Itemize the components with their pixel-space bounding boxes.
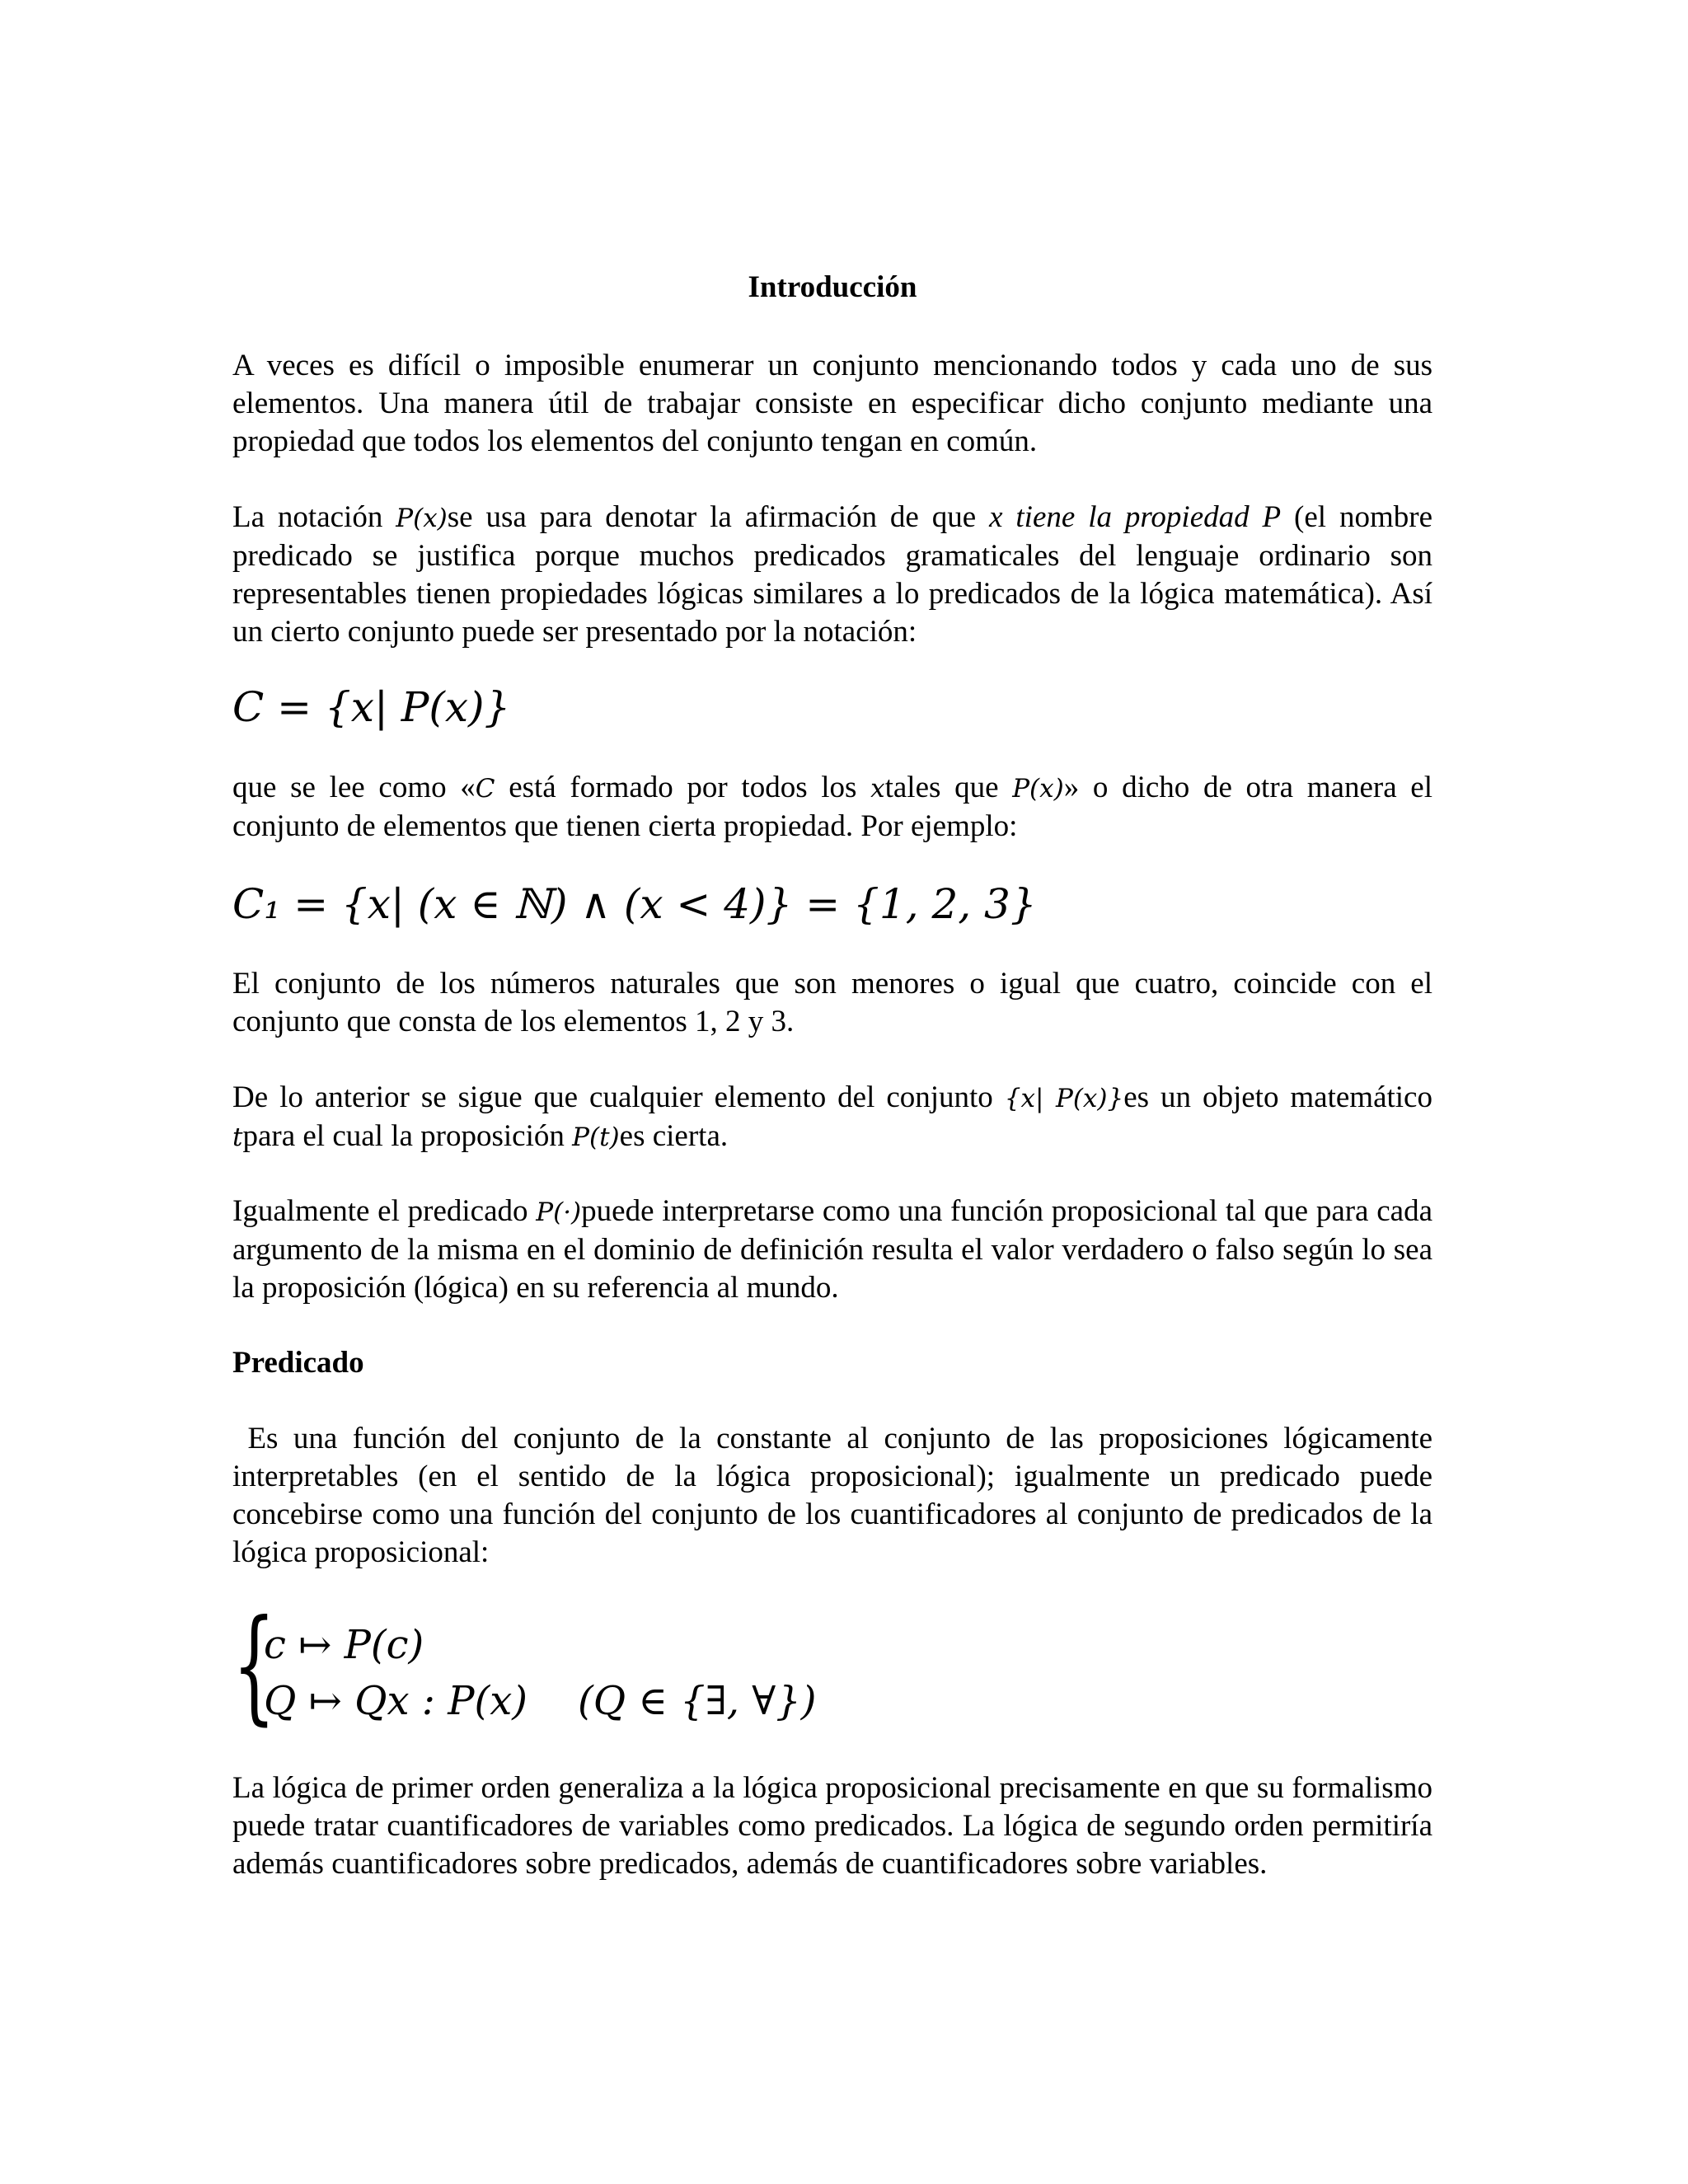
text-span: se usa para denotar la afirmación de que bbox=[447, 500, 990, 534]
math-inline: P(x) bbox=[1012, 774, 1064, 804]
case-line-constant: c ↦ P(c) bbox=[264, 1622, 424, 1668]
text-span: puede interpretarse como una función proposicional tal que para cada argumento de la misma en el dominio de definición resulta el valor verdadero o falso según lo sea la proposición (lógica) en su referencia al mundo. bbox=[232, 1194, 1432, 1305]
paragraph-predicado: Es una función del conjunto de la constante al conjunto de las proposiciones lógicamente interpretables (en el sentido de la lógica proposicional); igualmente un predicado puede concebirse como una función del conjunto de los cuantificadores al conjunto de predicados de la lógica proposicional: bbox=[232, 1422, 1441, 1569]
text-span: » o dicho de otra manera el conjunto de elementos que tienen cierta propiedad. Por ejemplo: bbox=[232, 771, 1432, 843]
text-span: es cierta. bbox=[619, 1119, 729, 1153]
paragraph-intro: A veces es difícil o imposible enumerar un conjunto mencionando todos y cada uno de sus elementos. Una manera útil de trabajar consiste en especificar dicho conjunto mediante una propiedad que todos los elementos del conjunto tengan en común. bbox=[232, 349, 1432, 458]
text-span: tales que bbox=[884, 771, 1013, 804]
equation-set-builder: C = {x| P(x)} bbox=[232, 683, 511, 731]
section-heading-predicado: Predicado bbox=[232, 1346, 364, 1380]
math-inline: C bbox=[475, 774, 495, 804]
page-title: Introducción bbox=[748, 270, 917, 304]
text-span: Igualmente el predicado bbox=[232, 1194, 537, 1228]
math-inline: P(x) bbox=[396, 504, 448, 533]
paragraph-notation bbox=[232, 499, 1432, 651]
math-inline: {x| P(x)} bbox=[1004, 1084, 1124, 1113]
equation-example: C₁ = {x| (x ∈ ℕ) ∧ (x < 4)} = {1, 2, 3} bbox=[232, 880, 1037, 928]
math-inline: P(t) bbox=[572, 1122, 620, 1152]
math-inline: x bbox=[870, 774, 885, 804]
paragraph-naturals: El conjunto de los números naturales que son menores o igual que cuatro, coincide con el conjunto que consta de los elementos 1, 2 y 3. bbox=[232, 967, 1432, 1038]
paragraph-reading bbox=[232, 769, 1432, 846]
paragraph-element bbox=[232, 1079, 1432, 1156]
text-span: está formado por todos los bbox=[495, 771, 871, 804]
left-brace: { bbox=[232, 1594, 276, 1737]
paragraph-predicate-function bbox=[232, 1193, 1432, 1307]
text-span: La notación bbox=[232, 500, 396, 534]
text-span: que se lee como « bbox=[232, 771, 476, 804]
paragraph-first-order: La lógica de primer orden generaliza a la lógica proposicional precisamente en que su formalismo puede tratar cuantificadores de variables como predicados. La lógica de segundo orden permitiría además cuantificadores sobre predicados, además de cuantificadores sobre variables. bbox=[232, 1771, 1432, 1881]
text-span: (el nombre predicado se justifica porque muchos predicados gramaticales del lenguaje ordinario son representables tienen propiedades lógicas similares a lo predicados de la lógica matemática). Así un cierto conjunto puede ser presentado por la notación: bbox=[232, 500, 1432, 649]
math-inline: P(·) bbox=[536, 1197, 582, 1227]
text-span: es un objeto matemático bbox=[1123, 1080, 1432, 1114]
case-line-quantifier: Q ↦ Qx : P(x) (Q ∈ {∃, ∀}) bbox=[264, 1678, 817, 1724]
math-inline: t bbox=[232, 1122, 243, 1152]
text-span: De lo anterior se sigue que cualquier elemento del conjunto bbox=[232, 1080, 1005, 1114]
italic-phrase: x tiene la propiedad P bbox=[989, 500, 1282, 534]
text-span: para el cual la proposición bbox=[242, 1119, 573, 1153]
